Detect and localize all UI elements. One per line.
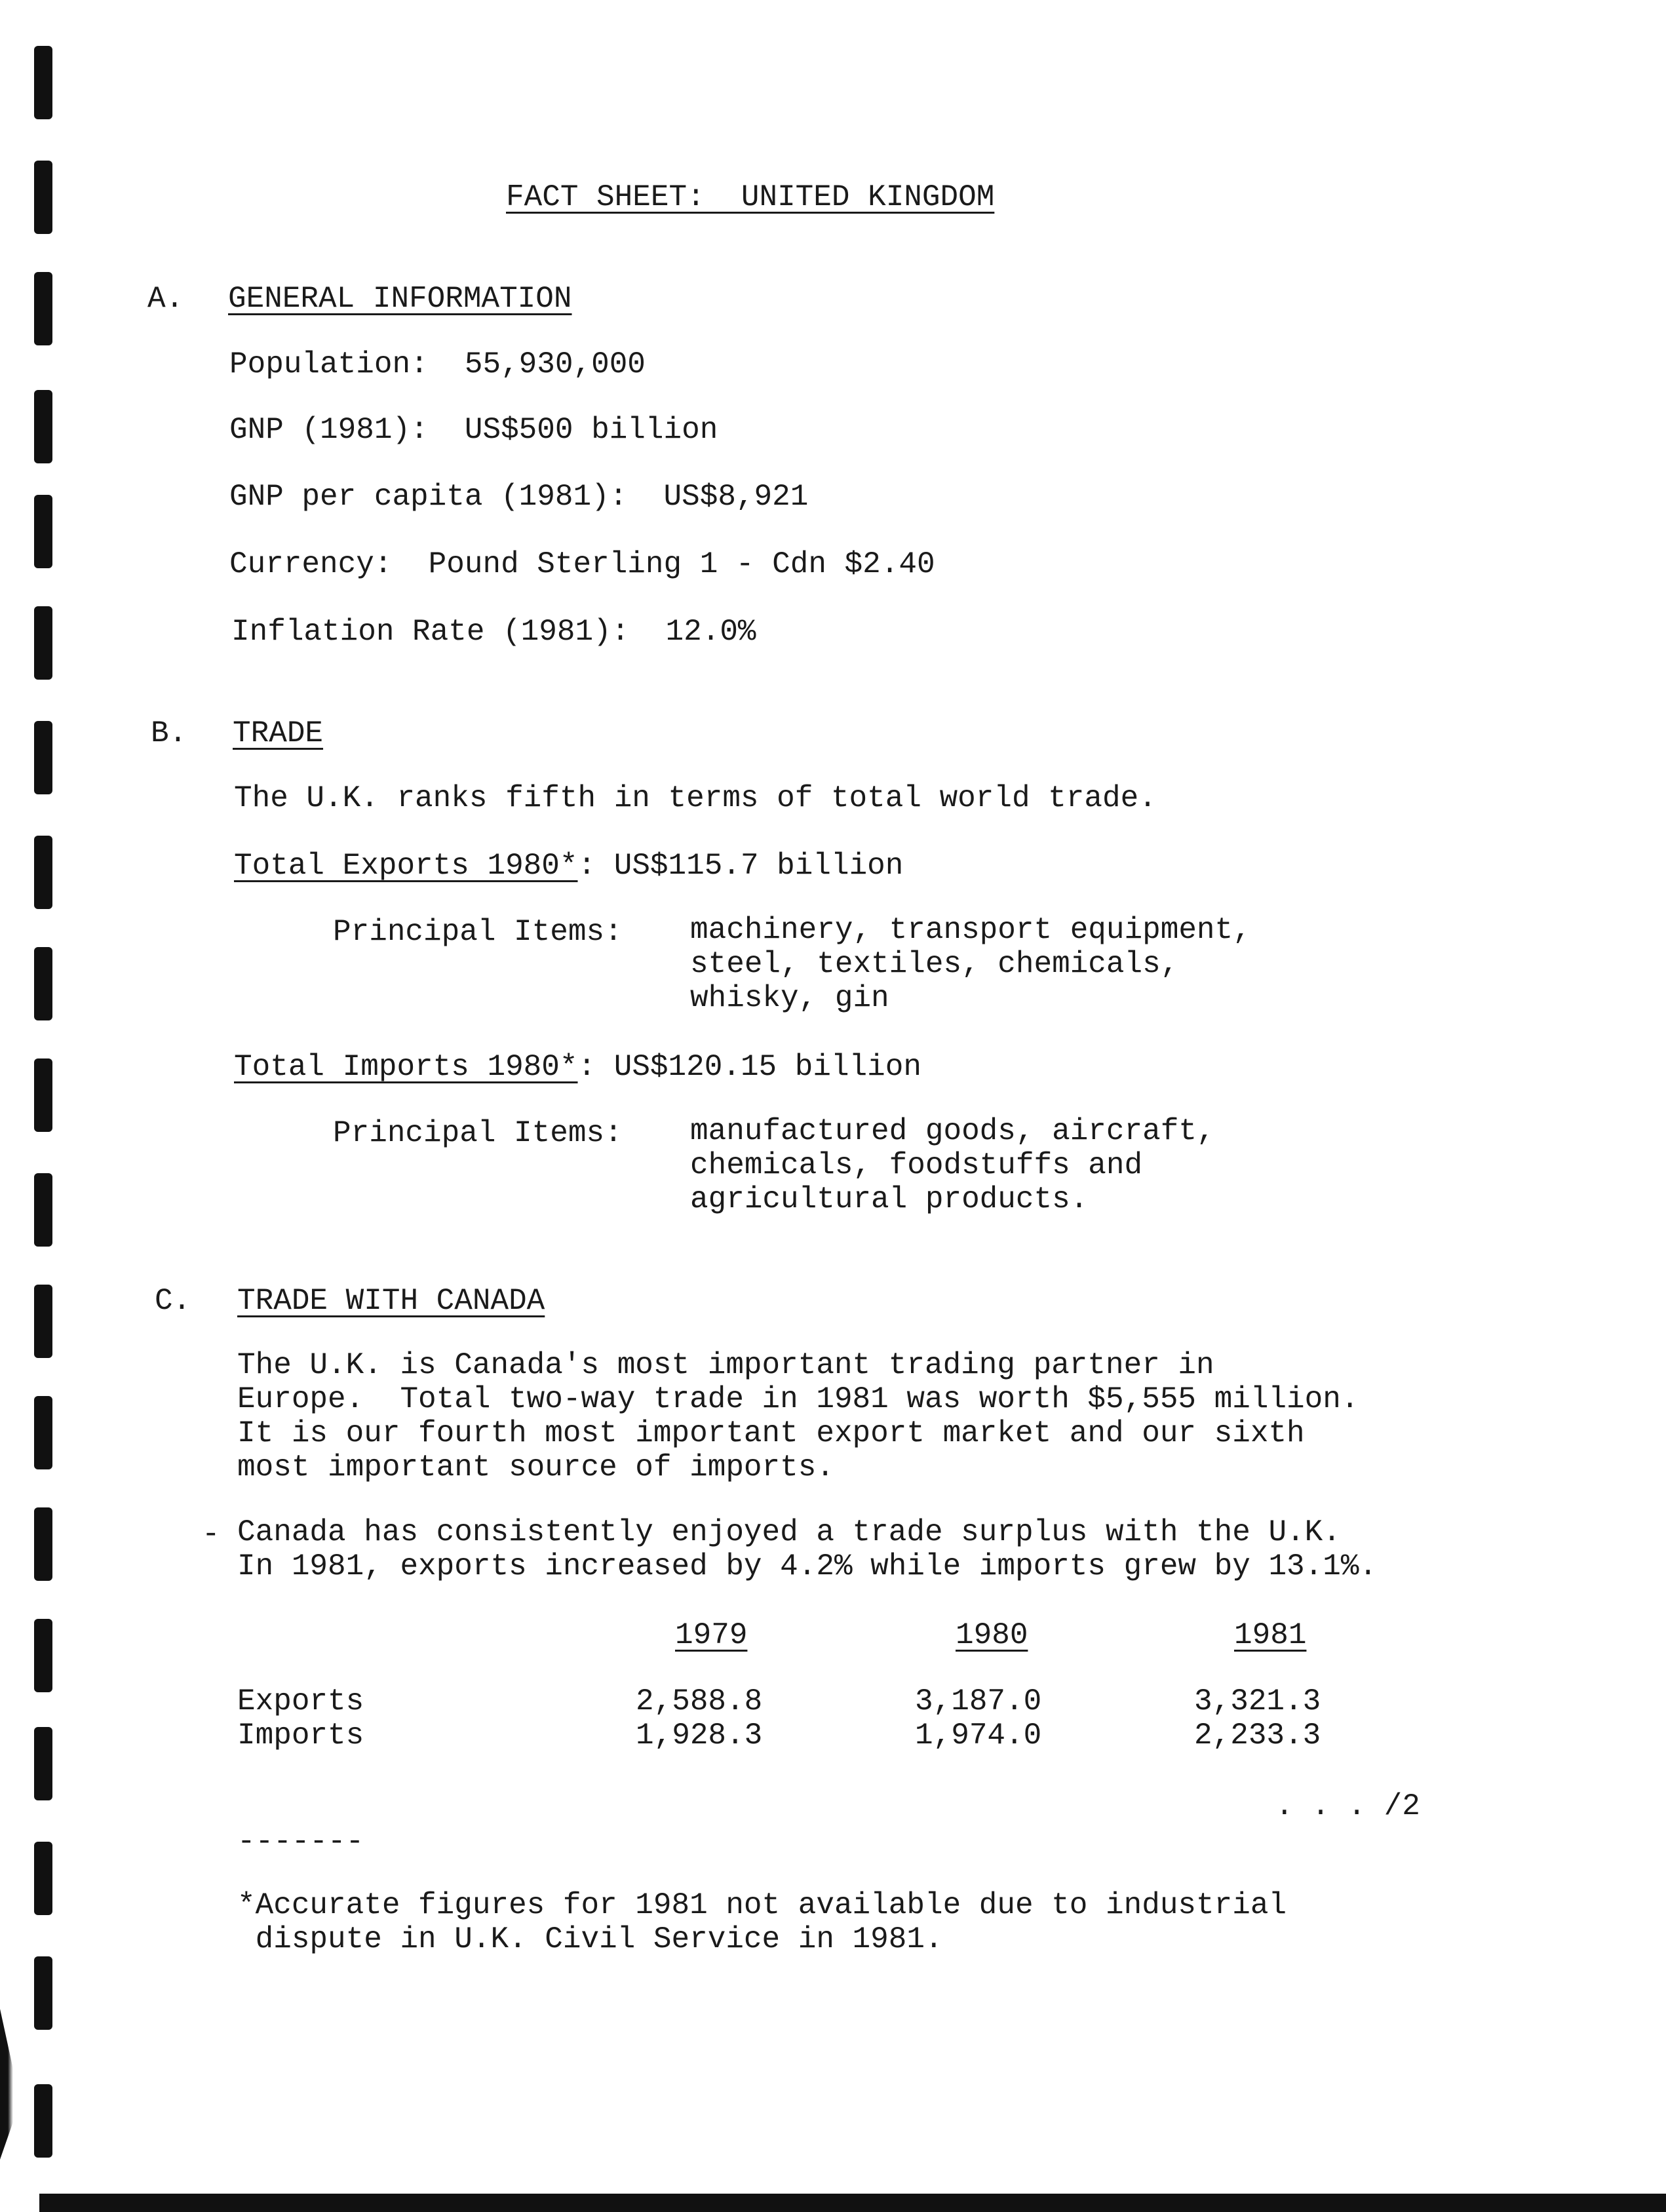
table-cell: 2,233.3	[1194, 1718, 1321, 1753]
binder-hole	[34, 495, 52, 568]
total-exports-label: Total Exports 1980*	[234, 849, 578, 883]
imports-principal-items: manufactured goods, aircraft, chemicals, foodstuffs and agricultural products.	[690, 1114, 1215, 1216]
page-title: FACT SHEET: UNITED KINGDOM	[506, 180, 995, 214]
binder-hole	[34, 1842, 52, 1915]
binder-hole	[34, 272, 52, 345]
binder-hole	[34, 1058, 52, 1132]
section-a-letter: A.	[147, 282, 184, 316]
binder-hole	[34, 836, 52, 909]
total-exports-line	[234, 851, 903, 881]
inflation-line: Inflation Rate (1981): 12.0%	[231, 615, 756, 649]
table-cell: 3,321.3	[1194, 1684, 1321, 1718]
year-header: 1979	[675, 1618, 748, 1652]
binder-hole	[34, 1396, 52, 1469]
binder-hole	[34, 1285, 52, 1358]
continuation-marker: . . . /2	[1275, 1789, 1420, 1823]
exports-principal-items: machinery, transport equipment, steel, textiles, chemicals, whisky, gin	[690, 913, 1251, 1015]
binder-hole	[34, 1727, 52, 1800]
year-header: 1981	[1234, 1618, 1307, 1652]
canada-trade-paragraph-2: Canada has consistently enjoyed a trade surplus with the U.K. In 1981, exports increased by 4.2% while imports grew by 13.1%.	[237, 1515, 1378, 1583]
table-cell: 1,974.0	[915, 1718, 1042, 1753]
binder-hole	[34, 46, 52, 119]
table-cell: 2,588.8	[636, 1684, 763, 1718]
binder-hole	[34, 1173, 52, 1247]
total-exports-value: : US$115.7 billion	[577, 849, 904, 883]
gnp-line: GNP (1981): US$500 billion	[229, 413, 718, 447]
total-imports-line	[234, 1052, 921, 1082]
binder-hole	[34, 390, 52, 463]
section-c-heading: TRADE WITH CANADA	[237, 1284, 545, 1318]
binder-hole	[34, 1507, 52, 1581]
currency-line: Currency: Pound Sterling 1 - Cdn $2.40	[229, 547, 935, 581]
binder-hole	[34, 721, 52, 794]
imports-principal-items-label: Principal Items:	[333, 1116, 623, 1150]
trade-rank-line: The U.K. ranks fifth in terms of total world trade.	[234, 781, 1157, 815]
section-a-heading: GENERAL INFORMATION	[228, 282, 572, 316]
exports-principal-items-label: Principal Items:	[333, 915, 623, 949]
canada-trade-paragraph-1: The U.K. is Canada's most important trading partner in Europe. Total two-way trade in 1981 was worth $5,555 million. It is our fourth most important export market and our sixth most important source of imports.	[237, 1348, 1359, 1484]
section-b-letter: B.	[151, 716, 187, 750]
binder-hole	[34, 947, 52, 1020]
binder-hole	[34, 2084, 52, 2158]
row-label-exports: Exports	[237, 1684, 364, 1718]
table-cell: 3,187.0	[915, 1684, 1042, 1718]
binder-hole	[34, 161, 52, 234]
total-imports-label: Total Imports 1980*	[234, 1050, 578, 1084]
footnote-rule: -------	[237, 1825, 364, 1859]
bullet-dash: -	[202, 1517, 220, 1551]
total-imports-value: : US$120.15 billion	[577, 1050, 921, 1084]
table-cell: 1,928.3	[636, 1718, 763, 1753]
page-bottom-edge	[39, 2194, 1666, 2212]
row-label-imports: Imports	[237, 1718, 364, 1753]
binder-hole	[34, 1619, 52, 1692]
gnp-per-capita-line: GNP per capita (1981): US$8,921	[229, 480, 809, 514]
binder-hole	[34, 606, 52, 680]
binder-hole	[34, 1956, 52, 2030]
population-line: Population: 55,930,000	[229, 347, 646, 381]
section-b-heading: TRADE	[233, 716, 324, 750]
footnote: *Accurate figures for 1981 not available due to industrial dispute in U.K. Civil Service in 1981.	[237, 1888, 1287, 1956]
year-header: 1980	[956, 1618, 1028, 1652]
binder-holes	[0, 0, 66, 2212]
section-c-letter: C.	[155, 1284, 191, 1318]
